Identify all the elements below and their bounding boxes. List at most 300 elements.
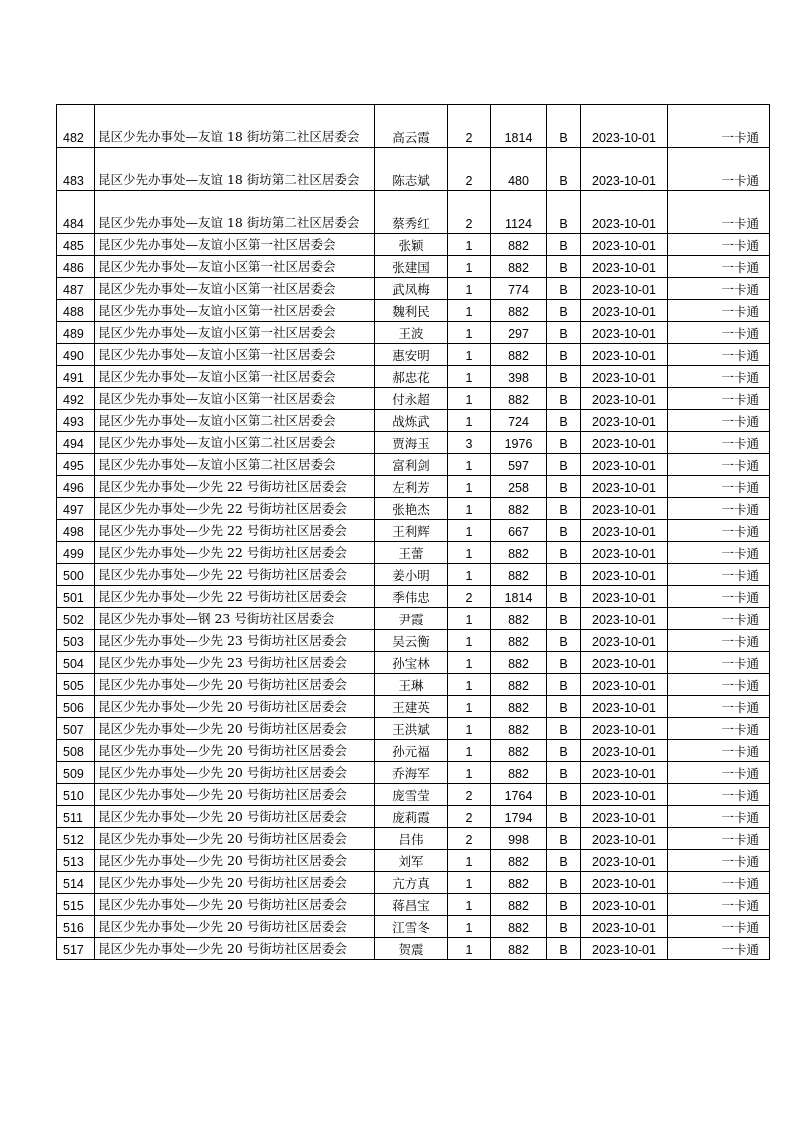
category: B	[547, 696, 581, 718]
table-row	[57, 718, 770, 740]
payment-method: 一卡通	[668, 234, 770, 256]
household-count: 1	[448, 894, 491, 916]
category: B	[547, 476, 581, 498]
person-name: 吴云衡	[375, 630, 448, 652]
table-row	[57, 191, 770, 234]
issue-date: 2023-10-01	[581, 872, 668, 894]
payment-method: 一卡通	[668, 806, 770, 828]
row-index: 516	[57, 916, 95, 938]
amount: 882	[491, 388, 547, 410]
category: B	[547, 784, 581, 806]
issue-date: 2023-10-01	[581, 410, 668, 432]
table-row	[57, 322, 770, 344]
unit-name: 昆区少先办事处—少先 23 号街坊社区居委会	[95, 652, 375, 674]
issue-date: 2023-10-01	[581, 191, 668, 234]
household-count: 1	[448, 718, 491, 740]
table-row	[57, 366, 770, 388]
issue-date: 2023-10-01	[581, 938, 668, 960]
amount: 1124	[491, 191, 547, 234]
person-name: 武凤梅	[375, 278, 448, 300]
row-index: 487	[57, 278, 95, 300]
person-name: 姜小明	[375, 564, 448, 586]
table-row	[57, 586, 770, 608]
amount: 724	[491, 410, 547, 432]
unit-name: 昆区少先办事处—少先 22 号街坊社区居委会	[95, 542, 375, 564]
household-count: 1	[448, 850, 491, 872]
person-name: 江雪冬	[375, 916, 448, 938]
unit-name: 昆区少先办事处—友谊小区第一社区居委会	[95, 256, 375, 278]
issue-date: 2023-10-01	[581, 234, 668, 256]
payment-method: 一卡通	[668, 410, 770, 432]
issue-date: 2023-10-01	[581, 344, 668, 366]
person-name: 王波	[375, 322, 448, 344]
row-index: 502	[57, 608, 95, 630]
category: B	[547, 148, 581, 191]
payment-method: 一卡通	[668, 366, 770, 388]
household-count: 2	[448, 806, 491, 828]
category: B	[547, 410, 581, 432]
issue-date: 2023-10-01	[581, 256, 668, 278]
category: B	[547, 278, 581, 300]
payment-method: 一卡通	[668, 520, 770, 542]
category: B	[547, 388, 581, 410]
amount: 882	[491, 762, 547, 784]
unit-name: 昆区少先办事处—少先 20 号街坊社区居委会	[95, 806, 375, 828]
row-index: 511	[57, 806, 95, 828]
table-row	[57, 894, 770, 916]
household-count: 2	[448, 105, 491, 148]
issue-date: 2023-10-01	[581, 520, 668, 542]
issue-date: 2023-10-01	[581, 916, 668, 938]
amount: 882	[491, 234, 547, 256]
payment-method: 一卡通	[668, 850, 770, 872]
person-name: 郝忠花	[375, 366, 448, 388]
roster-body	[57, 105, 770, 960]
table-row	[57, 542, 770, 564]
table-row	[57, 608, 770, 630]
unit-name: 昆区少先办事处—友谊小区第一社区居委会	[95, 300, 375, 322]
amount: 882	[491, 916, 547, 938]
category: B	[547, 652, 581, 674]
amount: 882	[491, 652, 547, 674]
unit-name: 昆区少先办事处—友谊小区第二社区居委会	[95, 410, 375, 432]
payment-method: 一卡通	[668, 256, 770, 278]
household-count: 1	[448, 234, 491, 256]
amount: 1814	[491, 586, 547, 608]
category: B	[547, 674, 581, 696]
row-index: 485	[57, 234, 95, 256]
unit-name: 昆区少先办事处—少先 22 号街坊社区居委会	[95, 586, 375, 608]
category: B	[547, 916, 581, 938]
person-name: 王利辉	[375, 520, 448, 542]
category: B	[547, 586, 581, 608]
category: B	[547, 894, 581, 916]
category: B	[547, 718, 581, 740]
unit-name: 昆区少先办事处—少先 20 号街坊社区居委会	[95, 762, 375, 784]
unit-name: 昆区少先办事处—友谊小区第二社区居委会	[95, 432, 375, 454]
unit-name: 昆区少先办事处—友谊 18 街坊第二社区居委会	[95, 148, 375, 191]
category: B	[547, 191, 581, 234]
issue-date: 2023-10-01	[581, 564, 668, 586]
amount: 480	[491, 148, 547, 191]
household-count: 1	[448, 916, 491, 938]
unit-name: 昆区少先办事处—友谊小区第一社区居委会	[95, 388, 375, 410]
household-count: 2	[448, 784, 491, 806]
household-count: 1	[448, 322, 491, 344]
amount: 882	[491, 938, 547, 960]
household-count: 1	[448, 498, 491, 520]
household-count: 1	[448, 344, 491, 366]
person-name: 庞莉霞	[375, 806, 448, 828]
table-row	[57, 784, 770, 806]
unit-name: 昆区少先办事处—少先 22 号街坊社区居委会	[95, 498, 375, 520]
category: B	[547, 806, 581, 828]
unit-name: 昆区少先办事处—少先 22 号街坊社区居委会	[95, 476, 375, 498]
payment-method: 一卡通	[668, 696, 770, 718]
person-name: 贺震	[375, 938, 448, 960]
payment-method: 一卡通	[668, 630, 770, 652]
person-name: 孙宝林	[375, 652, 448, 674]
unit-name: 昆区少先办事处—友谊 18 街坊第二社区居委会	[95, 191, 375, 234]
row-index: 500	[57, 564, 95, 586]
table-row	[57, 938, 770, 960]
unit-name: 昆区少先办事处—少先 20 号街坊社区居委会	[95, 938, 375, 960]
unit-name: 昆区少先办事处—友谊 18 街坊第二社区居委会	[95, 105, 375, 148]
issue-date: 2023-10-01	[581, 454, 668, 476]
unit-name: 昆区少先办事处—少先 20 号街坊社区居委会	[95, 850, 375, 872]
household-count: 1	[448, 410, 491, 432]
category: B	[547, 828, 581, 850]
row-index: 503	[57, 630, 95, 652]
person-name: 庞雪莹	[375, 784, 448, 806]
person-name: 季伟忠	[375, 586, 448, 608]
unit-name: 昆区少先办事处—少先 20 号街坊社区居委会	[95, 872, 375, 894]
row-index: 504	[57, 652, 95, 674]
amount: 398	[491, 366, 547, 388]
amount: 667	[491, 520, 547, 542]
amount: 882	[491, 872, 547, 894]
payment-method: 一卡通	[668, 564, 770, 586]
household-count: 2	[448, 191, 491, 234]
issue-date: 2023-10-01	[581, 300, 668, 322]
table-row	[57, 256, 770, 278]
table-row	[57, 410, 770, 432]
table-row	[57, 454, 770, 476]
amount: 882	[491, 718, 547, 740]
payment-method: 一卡通	[668, 608, 770, 630]
person-name: 魏利民	[375, 300, 448, 322]
amount: 297	[491, 322, 547, 344]
unit-name: 昆区少先办事处—友谊小区第一社区居委会	[95, 278, 375, 300]
table-row	[57, 234, 770, 256]
row-index: 506	[57, 696, 95, 718]
household-count: 1	[448, 542, 491, 564]
household-count: 1	[448, 278, 491, 300]
row-index: 512	[57, 828, 95, 850]
issue-date: 2023-10-01	[581, 608, 668, 630]
payment-method: 一卡通	[668, 278, 770, 300]
table-row	[57, 300, 770, 322]
amount: 1794	[491, 806, 547, 828]
category: B	[547, 872, 581, 894]
payment-method: 一卡通	[668, 498, 770, 520]
amount: 258	[491, 476, 547, 498]
person-name: 王蕾	[375, 542, 448, 564]
issue-date: 2023-10-01	[581, 894, 668, 916]
table-row	[57, 564, 770, 586]
payment-method: 一卡通	[668, 454, 770, 476]
table-row	[57, 630, 770, 652]
row-index: 509	[57, 762, 95, 784]
amount: 882	[491, 608, 547, 630]
table-row	[57, 520, 770, 542]
issue-date: 2023-10-01	[581, 586, 668, 608]
row-index: 496	[57, 476, 95, 498]
payment-method: 一卡通	[668, 828, 770, 850]
payment-method: 一卡通	[668, 938, 770, 960]
amount: 882	[491, 630, 547, 652]
category: B	[547, 432, 581, 454]
person-name: 富利剑	[375, 454, 448, 476]
issue-date: 2023-10-01	[581, 784, 668, 806]
unit-name: 昆区少先办事处—少先 22 号街坊社区居委会	[95, 564, 375, 586]
amount: 882	[491, 850, 547, 872]
household-count: 1	[448, 696, 491, 718]
row-index: 497	[57, 498, 95, 520]
amount: 882	[491, 894, 547, 916]
row-index: 492	[57, 388, 95, 410]
issue-date: 2023-10-01	[581, 718, 668, 740]
person-name: 张建国	[375, 256, 448, 278]
table-row	[57, 674, 770, 696]
payment-method: 一卡通	[668, 586, 770, 608]
household-count: 1	[448, 938, 491, 960]
payment-method: 一卡通	[668, 784, 770, 806]
household-count: 1	[448, 608, 491, 630]
household-count: 1	[448, 564, 491, 586]
issue-date: 2023-10-01	[581, 740, 668, 762]
table-row	[57, 498, 770, 520]
issue-date: 2023-10-01	[581, 388, 668, 410]
person-name: 高云霞	[375, 105, 448, 148]
row-index: 482	[57, 105, 95, 148]
household-count: 1	[448, 454, 491, 476]
row-index: 483	[57, 148, 95, 191]
payment-method: 一卡通	[668, 674, 770, 696]
amount: 998	[491, 828, 547, 850]
table-row	[57, 762, 770, 784]
amount: 1976	[491, 432, 547, 454]
table-row	[57, 148, 770, 191]
table-row	[57, 105, 770, 148]
person-name: 张艳杰	[375, 498, 448, 520]
amount: 1764	[491, 784, 547, 806]
payment-method: 一卡通	[668, 476, 770, 498]
issue-date: 2023-10-01	[581, 762, 668, 784]
row-index: 501	[57, 586, 95, 608]
person-name: 吕伟	[375, 828, 448, 850]
category: B	[547, 938, 581, 960]
unit-name: 昆区少先办事处—友谊小区第一社区居委会	[95, 366, 375, 388]
table-row	[57, 806, 770, 828]
person-name: 蒋昌宝	[375, 894, 448, 916]
category: B	[547, 762, 581, 784]
issue-date: 2023-10-01	[581, 105, 668, 148]
issue-date: 2023-10-01	[581, 652, 668, 674]
category: B	[547, 454, 581, 476]
table-row	[57, 740, 770, 762]
payment-method: 一卡通	[668, 148, 770, 191]
row-index: 517	[57, 938, 95, 960]
issue-date: 2023-10-01	[581, 322, 668, 344]
unit-name: 昆区少先办事处—少先 20 号街坊社区居委会	[95, 894, 375, 916]
category: B	[547, 300, 581, 322]
payment-method: 一卡通	[668, 322, 770, 344]
unit-name: 昆区少先办事处—友谊小区第一社区居委会	[95, 344, 375, 366]
amount: 882	[491, 256, 547, 278]
person-name: 陈志斌	[375, 148, 448, 191]
unit-name: 昆区少先办事处—少先 20 号街坊社区居委会	[95, 696, 375, 718]
person-name: 付永超	[375, 388, 448, 410]
table-row	[57, 828, 770, 850]
category: B	[547, 564, 581, 586]
person-name: 王建英	[375, 696, 448, 718]
category: B	[547, 498, 581, 520]
row-index: 508	[57, 740, 95, 762]
category: B	[547, 850, 581, 872]
unit-name: 昆区少先办事处—友谊小区第一社区居委会	[95, 322, 375, 344]
issue-date: 2023-10-01	[581, 432, 668, 454]
household-count: 1	[448, 520, 491, 542]
category: B	[547, 105, 581, 148]
issue-date: 2023-10-01	[581, 366, 668, 388]
row-index: 495	[57, 454, 95, 476]
payment-method: 一卡通	[668, 344, 770, 366]
unit-name: 昆区少先办事处—少先 23 号街坊社区居委会	[95, 630, 375, 652]
category: B	[547, 256, 581, 278]
payment-method: 一卡通	[668, 872, 770, 894]
household-count: 1	[448, 476, 491, 498]
issue-date: 2023-10-01	[581, 498, 668, 520]
table-row	[57, 872, 770, 894]
unit-name: 昆区少先办事处—少先 20 号街坊社区居委会	[95, 718, 375, 740]
payment-method: 一卡通	[668, 542, 770, 564]
person-name: 左利芳	[375, 476, 448, 498]
payment-method: 一卡通	[668, 894, 770, 916]
row-index: 489	[57, 322, 95, 344]
category: B	[547, 608, 581, 630]
category: B	[547, 740, 581, 762]
issue-date: 2023-10-01	[581, 850, 668, 872]
person-name: 孙元福	[375, 740, 448, 762]
payment-method: 一卡通	[668, 388, 770, 410]
table-row	[57, 652, 770, 674]
unit-name: 昆区少先办事处—少先 20 号街坊社区居委会	[95, 784, 375, 806]
payment-method: 一卡通	[668, 105, 770, 148]
payment-method: 一卡通	[668, 740, 770, 762]
person-name: 尹霞	[375, 608, 448, 630]
household-count: 1	[448, 300, 491, 322]
roster-table	[56, 104, 770, 960]
amount: 882	[491, 542, 547, 564]
table-row	[57, 388, 770, 410]
payment-method: 一卡通	[668, 652, 770, 674]
row-index: 507	[57, 718, 95, 740]
row-index: 494	[57, 432, 95, 454]
household-count: 1	[448, 366, 491, 388]
issue-date: 2023-10-01	[581, 278, 668, 300]
row-index: 499	[57, 542, 95, 564]
category: B	[547, 366, 581, 388]
unit-name: 昆区少先办事处—少先 22 号街坊社区居委会	[95, 520, 375, 542]
amount: 882	[491, 300, 547, 322]
person-name: 亢方真	[375, 872, 448, 894]
amount: 597	[491, 454, 547, 476]
amount: 774	[491, 278, 547, 300]
household-count: 1	[448, 740, 491, 762]
person-name: 张颖	[375, 234, 448, 256]
category: B	[547, 344, 581, 366]
issue-date: 2023-10-01	[581, 696, 668, 718]
unit-name: 昆区少先办事处—友谊小区第一社区居委会	[95, 234, 375, 256]
household-count: 3	[448, 432, 491, 454]
category: B	[547, 542, 581, 564]
amount: 1814	[491, 105, 547, 148]
unit-name: 昆区少先办事处—少先 20 号街坊社区居委会	[95, 674, 375, 696]
person-name: 贾海玉	[375, 432, 448, 454]
unit-name: 昆区少先办事处—友谊小区第二社区居委会	[95, 454, 375, 476]
amount: 882	[491, 740, 547, 762]
category: B	[547, 630, 581, 652]
issue-date: 2023-10-01	[581, 806, 668, 828]
issue-date: 2023-10-01	[581, 630, 668, 652]
unit-name: 昆区少先办事处—少先 20 号街坊社区居委会	[95, 740, 375, 762]
payment-method: 一卡通	[668, 916, 770, 938]
unit-name: 昆区少先办事处—少先 20 号街坊社区居委会	[95, 916, 375, 938]
issue-date: 2023-10-01	[581, 542, 668, 564]
row-index: 510	[57, 784, 95, 806]
category: B	[547, 234, 581, 256]
issue-date: 2023-10-01	[581, 148, 668, 191]
person-name: 王琳	[375, 674, 448, 696]
table-row	[57, 344, 770, 366]
household-count: 2	[448, 586, 491, 608]
person-name: 乔海军	[375, 762, 448, 784]
amount: 882	[491, 344, 547, 366]
person-name: 刘军	[375, 850, 448, 872]
household-count: 2	[448, 828, 491, 850]
amount: 882	[491, 696, 547, 718]
row-index: 488	[57, 300, 95, 322]
amount: 882	[491, 564, 547, 586]
household-count: 1	[448, 630, 491, 652]
person-name: 战炼武	[375, 410, 448, 432]
household-count: 1	[448, 872, 491, 894]
household-count: 1	[448, 388, 491, 410]
row-index: 515	[57, 894, 95, 916]
person-name: 王洪斌	[375, 718, 448, 740]
amount: 882	[491, 674, 547, 696]
payment-method: 一卡通	[668, 762, 770, 784]
row-index: 486	[57, 256, 95, 278]
unit-name: 昆区少先办事处—少先 20 号街坊社区居委会	[95, 828, 375, 850]
table-row	[57, 916, 770, 938]
amount: 882	[491, 498, 547, 520]
table-row	[57, 432, 770, 454]
row-index: 514	[57, 872, 95, 894]
household-count: 1	[448, 762, 491, 784]
person-name: 蔡秀红	[375, 191, 448, 234]
